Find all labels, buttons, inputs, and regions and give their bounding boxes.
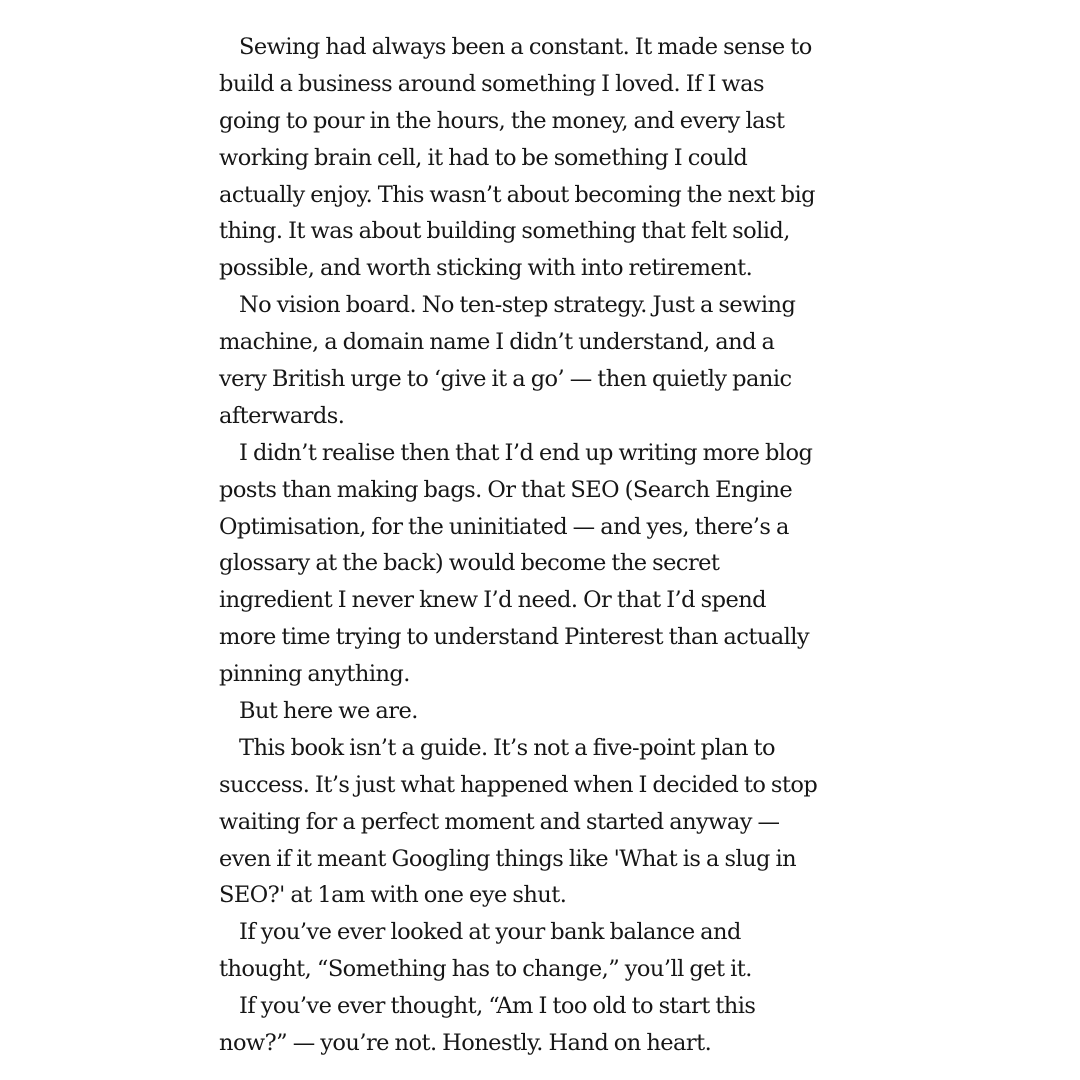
- paragraph-first-line: But here we are.: [239, 698, 418, 725]
- text-line: now?” — you’re not. Honestly. Hand on heart.: [219, 1030, 712, 1057]
- text-line: even if it meant Googling things like 'What is a slug in: [219, 845, 797, 872]
- text-line: working brain cell, it had to be something I could: [219, 144, 748, 171]
- text-line: thought, “Something has to change,” you’ll get it.: [219, 956, 752, 983]
- text-line: actually enjoy. This wasn’t about becoming the next big: [219, 181, 815, 208]
- text-lines: [219, 29, 859, 1062]
- text-line: posts than making bags. Or that SEO (Search Engine: [219, 476, 793, 503]
- text-line: very British urge to ‘give it a go’ — then quietly panic: [219, 366, 792, 393]
- text-line: SEO?' at 1am with one eye shut.: [219, 882, 567, 909]
- text-line: success. It’s just what happened when I decided to stop: [219, 771, 818, 798]
- text-line: afterwards.: [219, 402, 345, 429]
- paragraph-first-line: I didn’t realise then that I’d end up writing more blog: [239, 439, 813, 466]
- paragraph-first-line: No vision board. No ten-step strategy. Just a sewing: [239, 292, 796, 319]
- text-line: machine, a domain name I didn’t understand, and a: [219, 329, 775, 356]
- text-line: possible, and worth sticking with into retirement.: [219, 255, 753, 282]
- text-line: thing. It was about building something that felt solid,: [219, 218, 790, 245]
- paragraph-first-line: If you’ve ever thought, “Am I too old to start this: [239, 993, 756, 1020]
- text-line: going to pour in the hours, the money, and every last: [219, 107, 785, 134]
- text-line: glossary at the back) would become the secret: [219, 550, 720, 577]
- paragraph-first-line: This book isn’t a guide. It’s not a five-point plan to: [239, 734, 776, 761]
- text-line: pinning anything.: [219, 661, 410, 688]
- paragraph-first-line: If you’ve ever looked at your bank balance and: [239, 919, 741, 946]
- book-page-text: [219, 29, 859, 1062]
- text-line: Optimisation, for the uninitiated — and yes, there’s a: [219, 513, 789, 540]
- text-line: build a business around something I loved. If I was: [219, 70, 764, 97]
- paragraph-first-line: Sewing had always been a constant. It made sense to: [239, 34, 812, 60]
- text-line: waiting for a perfect moment and started anyway —: [219, 808, 780, 835]
- text-line: ingredient I never knew I’d need. Or that I’d spend: [219, 587, 767, 614]
- text-line: more time trying to understand Pinterest than actually: [219, 624, 810, 651]
